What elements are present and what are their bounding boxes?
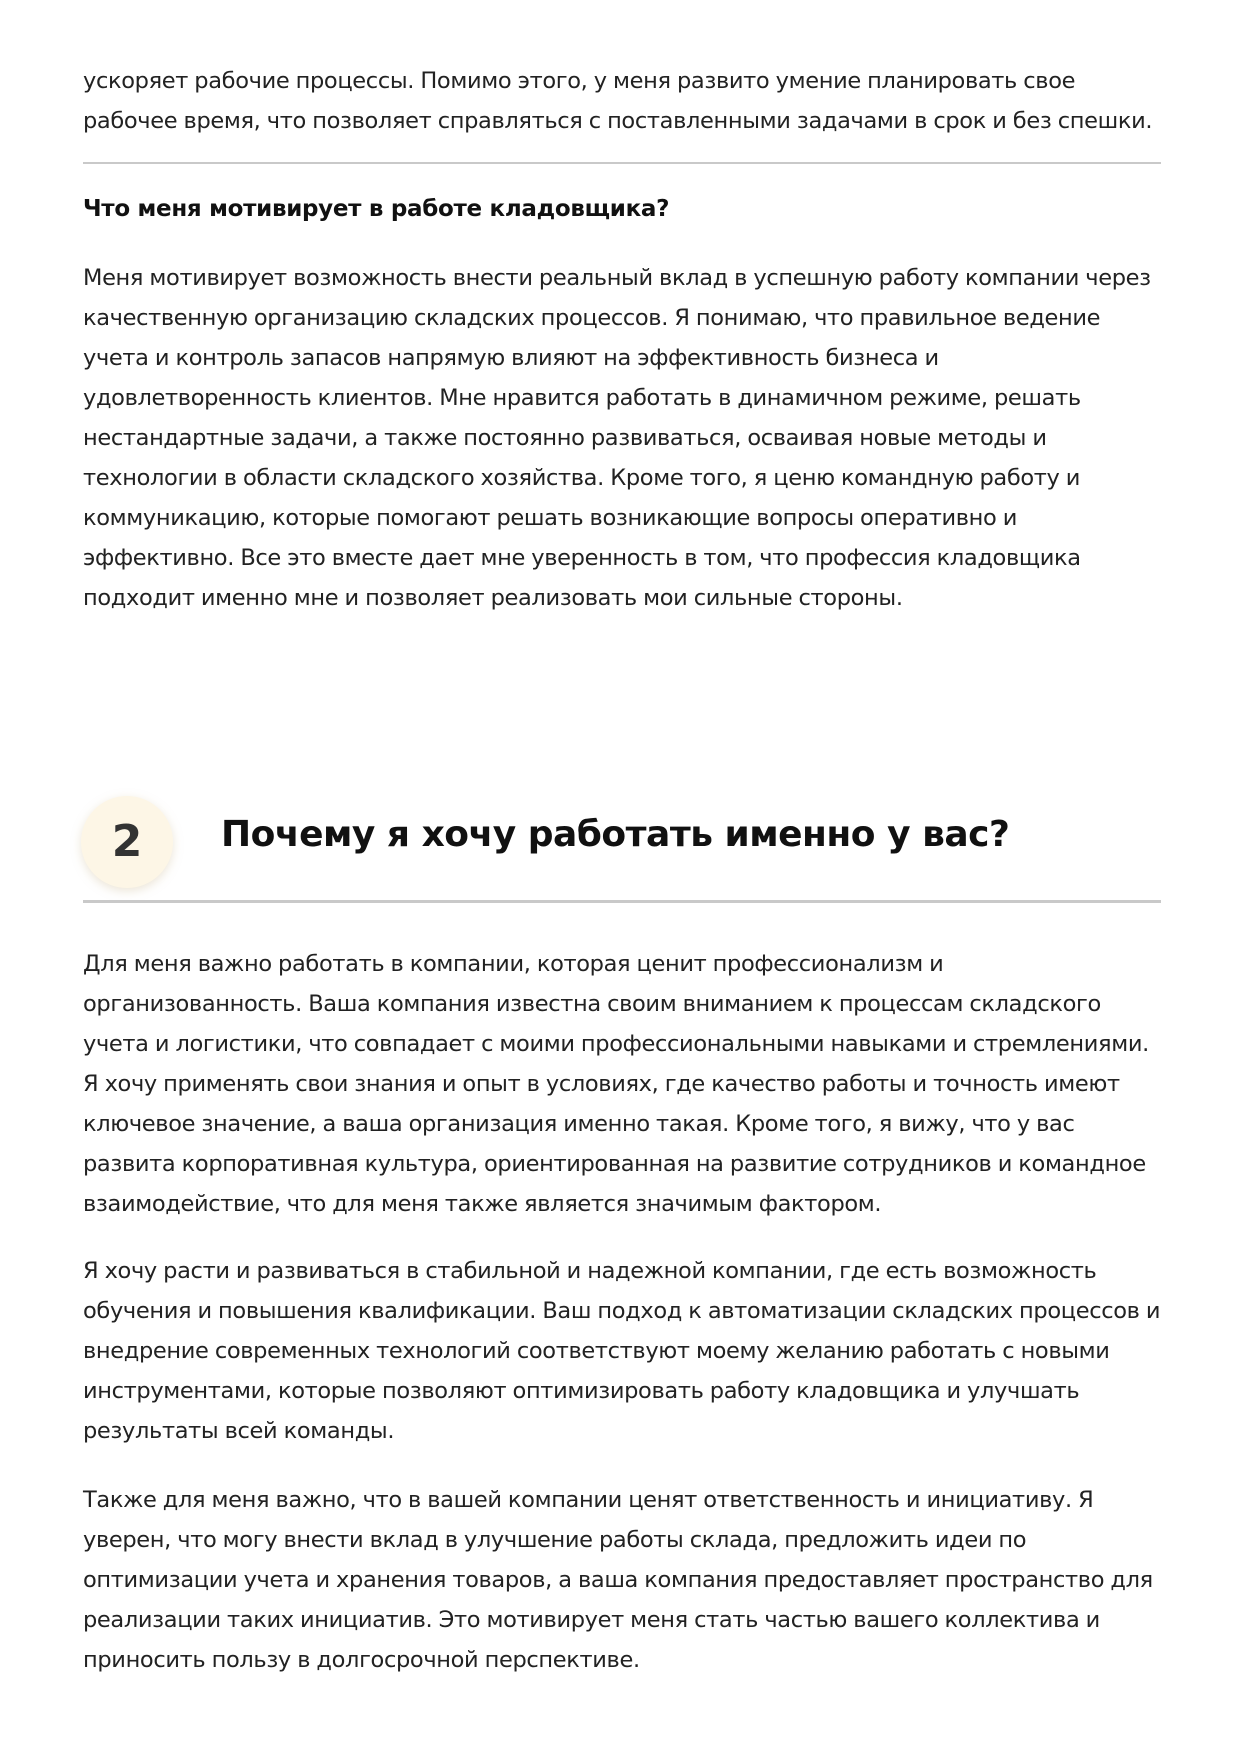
section-number-badge xyxy=(81,796,173,888)
why-paragraph-3: Также для меня важно, что в вашей компании ценят ответственность и инициативу. Я уверен, что могу внести вклад в улучшение работы склада, предложить идеи по оптимизации учета и хранения товаров, а ваша компания предоставляет пространство для реализации таких инициатив. Это мотивирует меня стать частью вашего коллектива и приносить пользу в долгосрочной перспективе. xyxy=(83,1487,1153,1673)
why-paragraph-1: Для меня важно работать в компании, которая ценит профессионализм и организованность. Ваша компания известна своим вниманием к процессам складского учета и логистики, что совпадает с моими профессиональными навыками и стремлениями. Я хочу применять свои знания и опыт в условиях, где качество работы и точность имеют ключевое значение, а ваша организация именно такая. Кроме того, я вижу, что у вас развита корпоративная культура, ориентированная на развитие сотрудников и командное взаимодействие, что для меня также является значимым фактором. xyxy=(83,951,1149,1217)
intro-continuation-paragraph: ускоряет рабочие процессы. Помимо этого, у меня развито умение планировать свое рабочее время, что позволяет справляться с поставленными задачами в срок и без спешки. xyxy=(83,68,1153,134)
section-2-title: Почему я хочу работать именно у вас? xyxy=(221,814,1010,855)
motivation-heading: Что меня мотивирует в работе кладовщика? xyxy=(83,196,670,222)
section-2-header xyxy=(83,796,1161,888)
why-paragraph-2: Я хочу расти и развиваться в стабильной и надежной компании, где есть возможность обучения и повышения квалификации. Ваш подход к автоматизации складских процессов и внедрение современных технологий соответствуют моему желанию работать с новыми инструментами, которые позволяют оптимизировать работу кладовщика и улучшать результаты всей команды. xyxy=(83,1258,1161,1444)
motivation-paragraph: Меня мотивирует возможность внести реальный вклад в успешную работу компании через качественную организацию складских процессов. Я понимаю, что правильное ведение учета и контроль запасов напрямую влияют на эффективность бизнеса и удовлетворенность клиентов. Мне нравится работать в динамичном режиме, решать нестандартные задачи, а также постоянно развиваться, осваивая новые методы и технологии в области складского хозяйства. Кроме того, я ценю командную работу и коммуникацию, которые помогают решать возникающие вопросы оперативно и эффективно. Все это вместе дает мне уверенность в том, что профессия кладовщика подходит именно мне и позволяет реализовать мои сильные стороны. xyxy=(83,265,1151,611)
section-divider xyxy=(83,162,1161,164)
section-number: 2 xyxy=(111,816,143,867)
section-title-divider xyxy=(83,900,1161,903)
